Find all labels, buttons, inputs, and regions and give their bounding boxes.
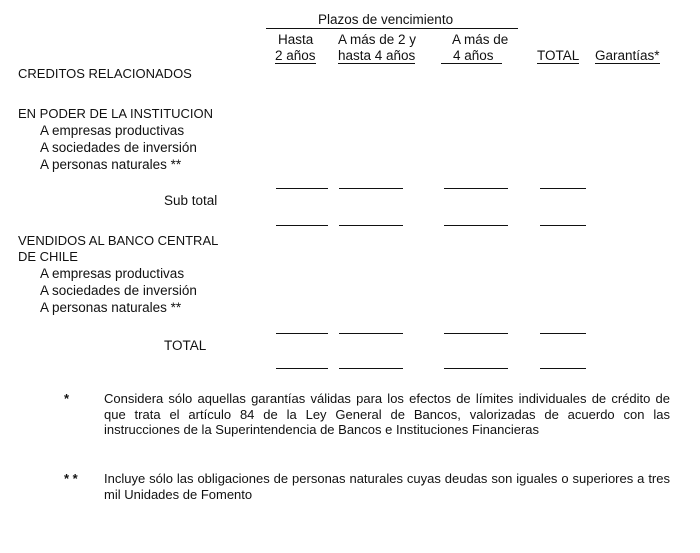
header-col1-line2: 2 años bbox=[275, 48, 316, 63]
amount-rule bbox=[339, 225, 403, 226]
amount-rule bbox=[276, 188, 328, 189]
section2-item: A sociedades de inversión bbox=[40, 283, 197, 298]
header-col2-line2: hasta 4 años bbox=[338, 48, 416, 63]
total-label: TOTAL bbox=[164, 338, 207, 353]
header-col3-line1: A más de bbox=[452, 32, 509, 47]
amount-rule bbox=[339, 368, 403, 369]
header-group-rule bbox=[266, 28, 518, 29]
amount-rule bbox=[540, 333, 586, 334]
header-col4: TOTAL bbox=[537, 48, 580, 63]
amount-rule bbox=[339, 188, 403, 189]
amount-rule bbox=[276, 333, 328, 334]
section1-subtitle: EN PODER DE LA INSTITUCION bbox=[18, 106, 214, 121]
header-col5: Garantías* bbox=[595, 48, 660, 63]
amount-rule bbox=[444, 333, 508, 334]
amount-rule bbox=[276, 368, 328, 369]
amount-rule bbox=[339, 333, 403, 334]
amount-rule bbox=[444, 188, 508, 189]
header-group-title: Plazos de vencimiento bbox=[318, 12, 454, 27]
section2-item: A personas naturales ** bbox=[40, 300, 182, 315]
header-col1-line1: Hasta bbox=[278, 32, 314, 47]
section1-item: A sociedades de inversión bbox=[40, 140, 197, 155]
amount-rule bbox=[540, 188, 586, 189]
section1-item: A personas naturales ** bbox=[40, 157, 182, 172]
subtotal-label: Sub total bbox=[164, 193, 218, 208]
footnote-marker: * bbox=[64, 391, 70, 406]
footnote-text: Incluye sólo las obligaciones de personas naturales cuyas deudas son iguales o superiores a tres mil Unidades de Fomento bbox=[104, 471, 670, 502]
amount-rule bbox=[540, 368, 586, 369]
section1-item: A empresas productivas bbox=[40, 123, 185, 138]
footnote-text: Considera sólo aquellas garantías válidas para los efectos de límites individuales de crédito de que trata el artículo 84 de la Ley General de Bancos, valorizadas de acuerdo con las instrucciones de la Superintendencia de Bancos e Instituciones Financieras bbox=[104, 391, 670, 437]
section1-title: CREDITOS RELACIONADOS bbox=[18, 66, 192, 81]
section2-title-line2: DE CHILE bbox=[18, 249, 78, 264]
section2-item: A empresas productivas bbox=[40, 266, 185, 281]
amount-rule bbox=[444, 368, 508, 369]
footnote-marker: * * bbox=[64, 471, 78, 486]
header-col3-line2: 4 años bbox=[441, 49, 502, 64]
amount-rule bbox=[444, 225, 508, 226]
amount-rule bbox=[276, 225, 328, 226]
amount-rule bbox=[540, 225, 586, 226]
header-col2-line1: A más de 2 y bbox=[338, 32, 417, 47]
section2-title-line1: VENDIDOS AL BANCO CENTRAL bbox=[18, 233, 219, 248]
